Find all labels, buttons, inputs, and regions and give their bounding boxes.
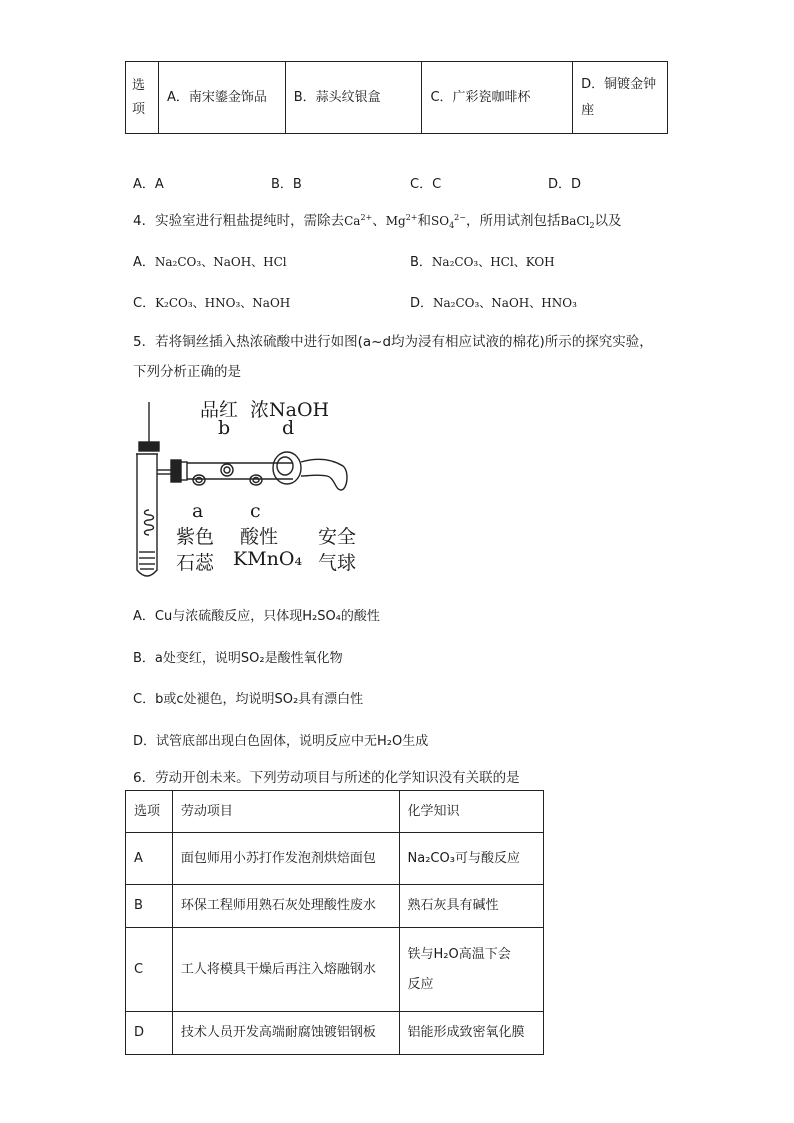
- q4-option-c[interactable]: [133, 292, 290, 311]
- option-d-line2: 座: [581, 102, 595, 118]
- label-litmus: 石蕊: [176, 552, 215, 574]
- row-a-knowledge: Na₂CO₃可与酸反应: [399, 833, 543, 885]
- q3-option-a[interactable]: A．A: [133, 177, 164, 192]
- q4-ion-so4-sub: 4: [449, 221, 455, 230]
- q4-option-a[interactable]: [133, 251, 287, 270]
- option-header-cell: [126, 62, 159, 134]
- q5-option-a[interactable]: A．Cu与浓硫酸反应，只体现H₂SO₄的酸性: [133, 609, 380, 624]
- row-d-option: D: [126, 1012, 173, 1055]
- row-c-knowledge-line2: 反应: [407, 976, 434, 992]
- header-option: 选项: [126, 791, 173, 833]
- option-d-cell: [573, 62, 668, 134]
- option-header-line1: 选: [132, 77, 146, 93]
- row-d-project: 技术人员开发高端耐腐蚀镀铝钢板: [172, 1012, 399, 1055]
- q3-option-d[interactable]: D．D: [548, 177, 582, 192]
- q5-option-c[interactable]: C．b或c处褪色，均说明SO₂具有漂白性: [133, 692, 364, 707]
- option-header-line2: 项: [132, 101, 146, 117]
- q4-option-c-prefix: C．: [133, 296, 156, 311]
- q4-option-d-prefix: D．: [410, 296, 434, 311]
- label-naoh: 浓NaOH: [250, 399, 330, 421]
- row-b-knowledge: 熟石灰具有碱性: [399, 885, 543, 928]
- cotton-a: [193, 475, 205, 485]
- q4-ion-so4-charge: 2−: [454, 213, 466, 222]
- q4-stem: [133, 209, 622, 230]
- q4-option-d[interactable]: [410, 292, 577, 311]
- q4-ion-mg: Mg: [385, 214, 406, 228]
- row-d-knowledge: 铝能形成致密氧化膜: [399, 1012, 543, 1055]
- label-c: c: [250, 500, 261, 522]
- q4-option-b-formula: Na₂CO₃、HCl、KOH: [431, 255, 555, 269]
- option-a-cell: A．南宋鎏金饰品: [158, 62, 285, 134]
- q3-option-c[interactable]: C．C: [410, 177, 442, 192]
- q4-option-d-formula: Na₂CO₃、NaOH、HNO₃: [433, 296, 577, 310]
- q4-ion-ca: Ca: [344, 214, 361, 228]
- table-row[interactable]: [126, 833, 544, 885]
- label-pinhong: 品红: [200, 399, 239, 421]
- q4-option-b-prefix: B．: [410, 255, 432, 270]
- q4-option-a-formula: Na₂CO₃、NaOH、HCl: [154, 255, 287, 269]
- label-a: a: [192, 500, 204, 522]
- q4-ion-ca-charge: 2+: [360, 213, 373, 222]
- label-safety: 安全: [318, 526, 357, 548]
- row-c-knowledge-line1: 铁与H₂O高温下会: [407, 946, 511, 962]
- connector: [171, 460, 181, 482]
- q4-ion-so4: SO: [431, 214, 450, 228]
- q4-bacl2: BaCl: [560, 214, 590, 228]
- label-acidic: 酸性: [240, 526, 279, 548]
- artifact-options-table: [125, 61, 668, 134]
- cotton-b: [221, 464, 233, 476]
- q4-option-c-formula: K₂CO₃、HNO₃、NaOH: [155, 296, 291, 310]
- table-row[interactable]: [126, 1012, 544, 1055]
- row-c-option: C: [126, 928, 173, 1012]
- q4-and: 和: [417, 213, 431, 229]
- q6-stem: 6．劳动开创未来。下列劳动项目与所述的化学知识没有关联的是: [133, 770, 520, 786]
- q5-option-d[interactable]: D．试管底部出现白色固体，说明反应中无H₂O生成: [133, 734, 429, 749]
- label-kmno4: KMnO₄: [233, 548, 303, 570]
- table-row[interactable]: [126, 928, 544, 1012]
- q4-stem-mid: ，所用试剂包括: [465, 213, 561, 229]
- row-c-project: 工人将模具干燥后再注入熔融钢水: [172, 928, 399, 1012]
- q4-sep: 、: [372, 213, 386, 229]
- q5-option-b[interactable]: B．a处变红，说明SO₂是酸性氧化物: [133, 651, 343, 666]
- labor-knowledge-table: [125, 790, 544, 1055]
- q3-option-b[interactable]: B．B: [271, 177, 302, 192]
- q4-option-b[interactable]: [410, 251, 555, 270]
- header-knowledge: 化学知识: [399, 791, 543, 833]
- label-b: b: [218, 417, 231, 439]
- row-a-option: A: [126, 833, 173, 885]
- header-project: 劳动项目: [172, 791, 399, 833]
- label-d: d: [282, 417, 295, 439]
- q4-bacl2-sub: 2: [589, 221, 595, 230]
- q4-ion-mg-charge: 2+: [405, 213, 418, 222]
- option-c-cell: C．广彩瓷咖啡杯: [422, 62, 573, 134]
- row-c-knowledge: [399, 928, 543, 1012]
- q5-stem-line2: 下列分析正确的是: [133, 364, 241, 380]
- table-header-row: [126, 791, 544, 833]
- q4-stem-text: 4．实验室进行粗盐提纯时，需除去: [133, 213, 345, 229]
- tube-stopper: [139, 442, 159, 451]
- row-b-option: B: [126, 885, 173, 928]
- label-balloon: 气球: [318, 552, 357, 574]
- q5-stem-line1: 5．若将铜丝插入热浓硫酸中进行如图(a~d均为浸有相应试液的棉花)所示的探究实验，: [133, 334, 653, 350]
- q4-option-a-prefix: A．: [133, 255, 155, 270]
- row-a-project: 面包师用小苏打作发泡剂烘焙面包: [172, 833, 399, 885]
- cotton-c: [250, 475, 262, 485]
- copper-coil: [145, 510, 154, 535]
- option-d-line1: D．铜镀金钟: [581, 76, 657, 92]
- label-purple: 紫色: [176, 526, 215, 548]
- safety-balloon: [301, 459, 347, 490]
- q4-stem-end: 以及: [594, 213, 622, 229]
- row-b-project: 环保工程师用熟石灰处理酸性废水: [172, 885, 399, 928]
- table-row[interactable]: [126, 885, 544, 928]
- option-b-cell: B．蒜头纹银盒: [285, 62, 422, 134]
